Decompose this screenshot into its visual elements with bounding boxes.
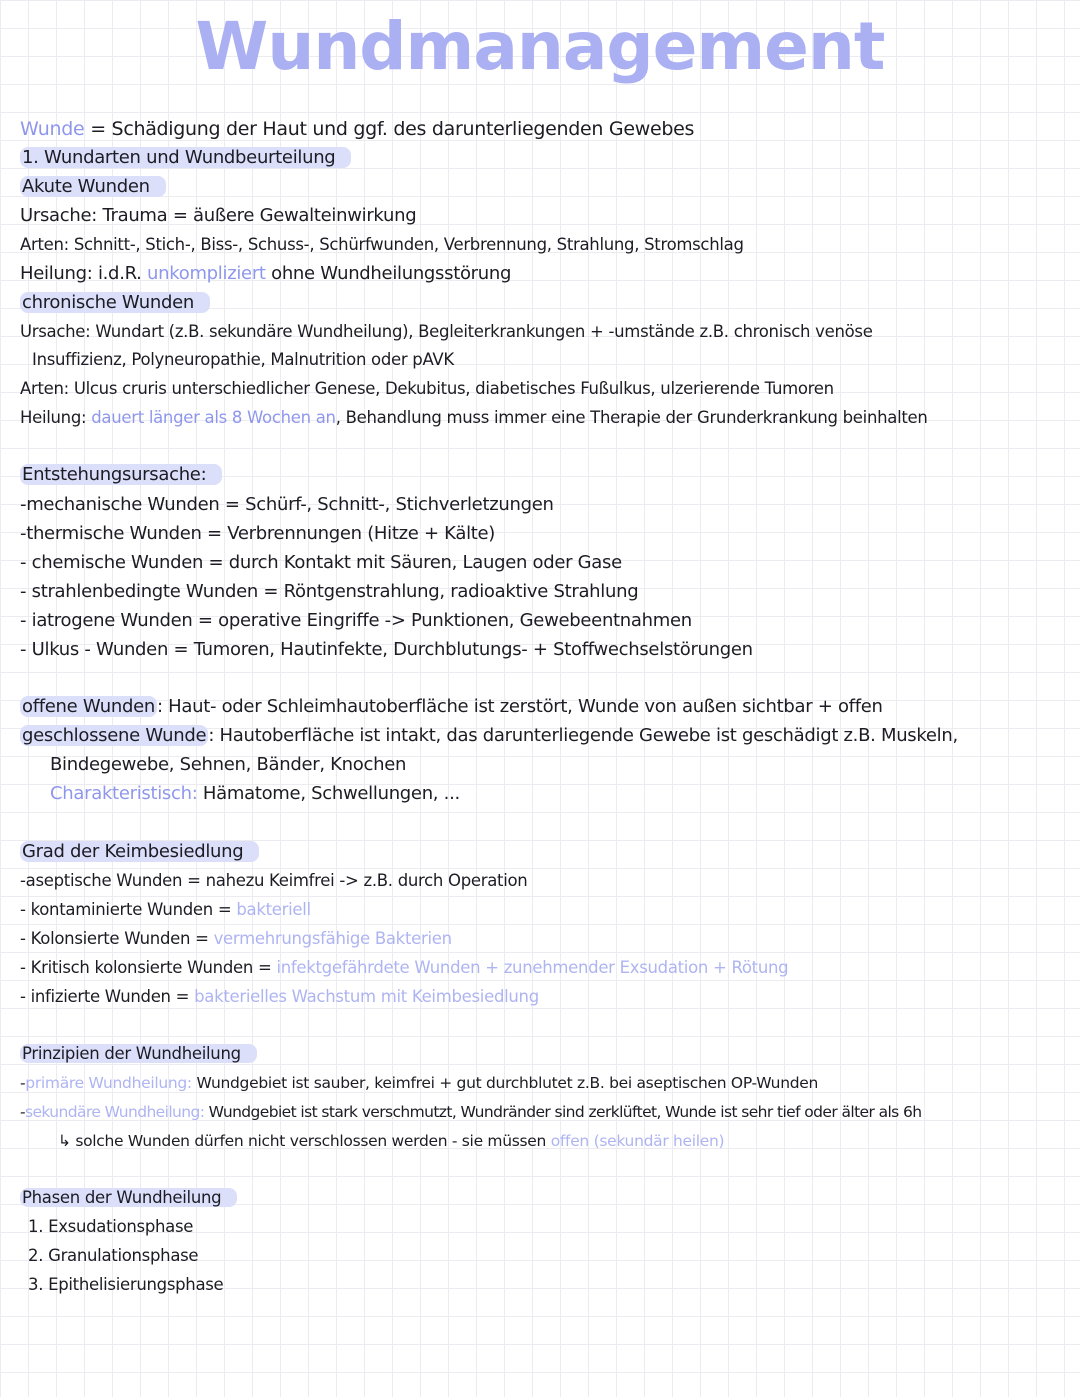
phases-heading: Phasen der Wundheilung [20,1188,237,1207]
chronic-healing-pre: Heilung: [20,408,92,427]
chronic-types: Arten: Ulcus cruris unterschiedlicher Genese, Dekubitus, diabetisches Fußulkus, ulzerierende Tumoren [20,379,834,398]
open-wounds-line [20,694,883,720]
phase-item: 2. Granulationsphase [28,1246,199,1265]
germ-item-term: - kontaminierte Wunden = [20,900,237,919]
page-title: Wundmanagement [195,8,885,85]
germ-item-term: - Kolonsierte Wunden = [20,929,214,948]
germ-heading-line [20,839,259,865]
chronic-healing-post: , Behandlung muss immer eine Therapie der Grunderkrankung beinhalten [335,408,928,427]
chronic-heading: chronische Wunden [20,292,210,313]
principles-heading-line [20,1041,257,1067]
primary-healing-text: Wundgebiet ist sauber, keimfrei + gut durchblutet z.B. bei aseptischen OP-Wunden [191,1074,819,1092]
principles-heading: Prinzipien der Wundheilung [20,1044,257,1063]
germ-item [20,926,452,952]
section1-heading: 1. Wundarten und Wundbeurteilung [20,147,351,168]
secondary-healing-note-highlight: offen (sekundär heilen) [550,1132,725,1150]
definition-text: = Schädigung der Haut und ggf. des darunterliegenden Gewebes [84,118,695,140]
acute-heading: Akute Wunden [20,176,166,197]
definition-term: Wunde [20,118,85,140]
phase-item: 1. Exsudationsphase [28,1217,194,1236]
germ-item [20,868,527,894]
germ-item-highlight: infektgefährdete Wunden + zunehmender Exsudation + Rötung [276,958,789,977]
germ-item-highlight: vermehrungsfähige Bakterien [213,929,452,948]
open-wounds-text: : Haut- oder Schleimhautoberfläche ist zerstört, Wunde von außen sichtbar + offen [156,696,883,717]
open-wounds-term: offene Wunden [22,696,155,717]
origin-item: -mechanische Wunden = Schürf-, Schnitt-, Stichverletzungen [20,494,554,515]
acute-heading-line [20,174,166,200]
acute-types: Arten: Schnitt-, Stich-, Biss-, Schuss-, Schürfwunden, Verbrennung, Strahlung, Stromschlag [20,235,744,254]
closed-wounds-line [20,723,958,749]
chronic-heading-line [20,290,210,316]
acute-cause: Ursache: Trauma = äußere Gewalteinwirkung [20,205,417,226]
section1-heading-line [20,145,351,171]
primary-healing-line: -primäre Wundheilung: Wundgebiet ist sauber, keimfrei + gut durchblutet z.B. bei aseptischen OP-Wunden [20,1074,819,1092]
germ-heading: Grad der Keimbesiedlung [20,841,259,862]
origin-item: - iatrogene Wunden = operative Eingriffe -> Punktionen, Gewebeentnahmen [20,610,692,631]
secondary-healing-text: Wundgebiet ist stark verschmutzt, Wundränder sind zerklüftet, Wunde ist sehr tief oder älter als 6h [204,1103,922,1121]
germ-item [20,955,788,981]
chronic-healing [20,405,928,431]
origin-item: - Ulkus - Wunden = Tumoren, Hautinfekte, Durchblutungs- + Stoffwechselstörungen [20,639,753,660]
chronic-cause-2: Insuffizienz, Polyneuropathie, Malnutrition oder pAVK [32,350,454,369]
acute-healing-pre: Heilung: i.d.R. [20,263,148,284]
secondary-healing-line: -sekundäre Wundheilung: Wundgebiet ist stark verschmutzt, Wundränder sind zerklüftet, Wunde ist sehr tief oder älter als 6h [20,1103,922,1121]
definition-line [20,116,694,142]
phase-item: 3. Epithelisierungsphase [28,1275,224,1294]
secondary-healing-note-text: ↳ solche Wunden dürfen nicht verschlossen werden - sie müssen [58,1132,551,1150]
origin-item: -thermische Wunden = Verbrennungen (Hitze + Kälte) [20,523,496,544]
primary-healing-label: primäre Wundheilung: [25,1074,192,1092]
secondary-healing-label: sekundäre Wundheilung: [25,1103,205,1121]
origin-heading-line [20,462,222,488]
phases-heading-line [20,1185,237,1211]
germ-item [20,984,539,1010]
germ-item-term: - Kritisch kolonsierte Wunden = [20,958,277,977]
acute-healing-highlight: unkompliziert [147,263,266,284]
acute-healing-post: ohne Wundheilungsstörung [265,263,512,284]
germ-item-term: -aseptische Wunden = nahezu Keimfrei -> z.B. durch Operation [20,871,528,890]
chronic-healing-highlight: dauert länger als 8 Wochen an [91,408,336,427]
origin-item: - strahlenbedingte Wunden = Röntgenstrahlung, radioaktive Strahlung [20,581,639,602]
characteristic-label: Charakteristisch: [50,783,198,804]
secondary-healing-note [58,1128,724,1154]
closed-wounds-term: geschlossene Wunde [22,725,207,746]
chronic-cause-1: Ursache: Wundart (z.B. sekundäre Wundheilung), Begleiterkrankungen + -umstände z.B. chronisch venöse [20,322,873,341]
closed-wounds-text-2: Bindegewebe, Sehnen, Bänder, Knochen [50,754,407,775]
origin-heading: Entstehungsursache: [20,464,222,485]
origin-item: - chemische Wunden = durch Kontakt mit Säuren, Laugen oder Gase [20,552,622,573]
germ-item [20,897,311,923]
germ-item-highlight: bakteriell [236,900,311,919]
germ-item-highlight: bakterielles Wachstum mit Keimbesiedlung [194,987,539,1006]
characteristic-text: Hämatome, Schwellungen, ... [197,783,460,804]
germ-item-term: - infizierte Wunden = [20,987,195,1006]
closed-wounds-text: : Hautoberfläche ist intakt, das darunterliegende Gewebe ist geschädigt z.B. Muskeln, [208,725,958,746]
characteristic-line [50,781,460,807]
acute-healing [20,261,511,287]
